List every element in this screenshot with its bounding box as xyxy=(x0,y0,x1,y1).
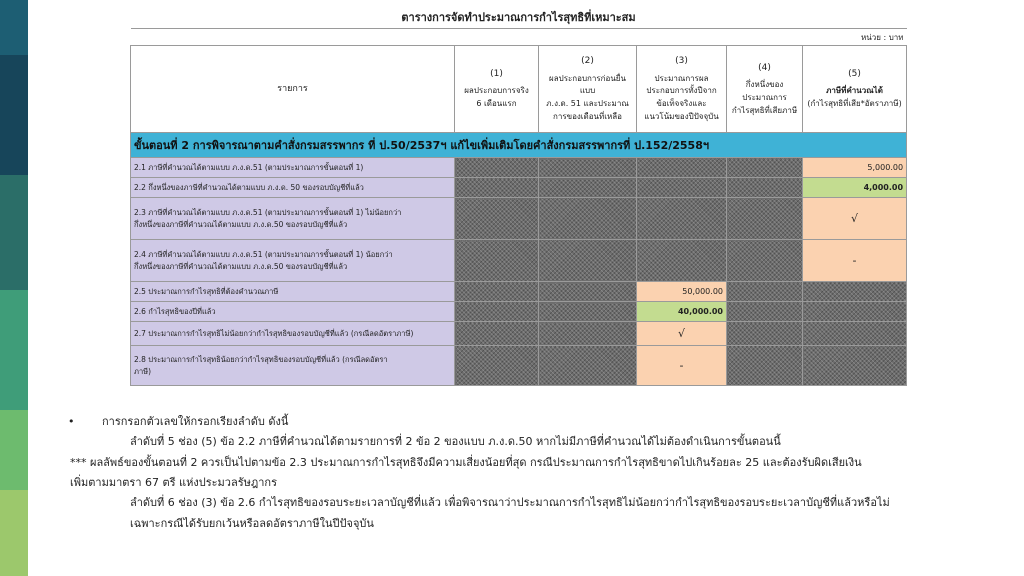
note-line: ลำดับที่ 5 ช่อง (5) ข้อ 2.2 ภาษีที่คำนวณได้ตามรายการที่ 2 ข้อ 2 ของแบบ ภ.ง.ด.50 หากไม่มีภาษีที่คำนวณได้ไม่ต้องดำเนินการขั้นตอนนี้ xyxy=(130,435,781,449)
dash-mark: - xyxy=(637,346,727,386)
header-item: รายการ xyxy=(131,46,455,133)
cell-value: 5,000.00 xyxy=(803,158,907,178)
check-mark: √ xyxy=(637,322,727,346)
row-label: 2.1 ภาษีที่คำนวณได้ตามแบบ ภ.ง.ด.51 (ตามประมาณการขั้นตอนที่ 1) xyxy=(131,158,455,178)
unit-label: หน่วย : บาท xyxy=(861,32,904,42)
sidebar-band xyxy=(0,410,28,490)
row-label: 2.3 ภาษีที่คำนวณได้ตามแบบ ภ.ง.ด.51 (ตามประมาณการขั้นตอนที่ 1) ไม่น้อยกว่า กึ่งหนึ่งของภาษีที่คำนวณได้ตามแบบ ภ.ง.ด.50 ของรอบบัญชีที่แล้ว xyxy=(131,198,455,240)
cell-value: 50,000.00 xyxy=(637,282,727,302)
cell-value: 40,000.00 xyxy=(637,302,727,322)
note-line: เฉพาะกรณีได้รับยกเว้นหรือลดอัตราภาษีในปีปัจจุบัน xyxy=(130,516,374,530)
header-col2: (2) ผลประกอบการก่อนยื่นแบบ ภ.ง.ด. 51 และประมาณ การของเดือนที่เหลือ xyxy=(539,46,637,133)
sidebar-decoration xyxy=(0,0,28,576)
header-col3: (3) ประมาณการผล ประกอบการทั้งปีจาก ข้อเท็จจริงและ แนวโน้มของปีปัจจุบัน xyxy=(637,46,727,133)
note-line: ลำดับที่ 6 ช่อง (3) ข้อ 2.6 กำไรสุทธิของรอบระยะเวลาบัญชีที่แล้ว เพื่อพิจารณาว่าประมาณการกำไรสุทธิไม่น้อยกว่ากำไรสุทธิของรอบระยะเวลาบัญชีที่แล้วหรือไม่ xyxy=(130,496,890,510)
sidebar-band xyxy=(0,490,28,576)
sidebar-band xyxy=(0,290,28,410)
note-line: *** ผลลัพธ์ของขั้นตอนที่ 2 ควรเป็นไปตามข้อ 2.3 ประมาณการกำไรสุทธิจึงมีความเสี่ยงน้อยที่สุด กรณีประมาณการกำไรสุทธิขาดไปเกินร้อยละ 25 และต้องรับผิดเสียเงิน xyxy=(70,455,862,469)
cell-value: 4,000.00 xyxy=(803,178,907,198)
check-mark: √ xyxy=(803,198,907,240)
step-heading: ขั้นตอนที่ 2 การพิจารณาตามคำสั่งกรมสรรพากร ที่ ป.50/2537ฯ แก้ไขเพิ่มเติมโดยคำสั่งกรมสรรพากรที่ ป.152/2558ฯ xyxy=(131,133,907,158)
bullet-icon: • xyxy=(68,415,75,428)
table-title: ตารางการจัดทำประมาณการกำไรสุทธิที่เหมาะสม xyxy=(131,6,907,29)
note-line: การกรอกตัวเลขให้กรอกเรียงลำดับ ดังนี้ xyxy=(102,415,289,428)
row-label: 2.8 ประมาณการกำไรสุทธิน้อยกว่ากำไรสุทธิของรอบบัญชีที่แล้ว (กรณีลดอัตรา ภาษี) xyxy=(131,346,455,386)
profit-estimate-table xyxy=(130,6,906,386)
header-col5: (5) ภาษีที่คำนวณได้ (กำไรสุทธิที่เสีย*อัตราภาษี) xyxy=(803,46,907,133)
header-col1: (1) ผลประกอบการจริง 6 เดือนแรก xyxy=(455,46,539,133)
dash-mark: - xyxy=(803,240,907,282)
row-label: 2.6 กำไรสุทธิของปีที่แล้ว xyxy=(131,302,455,322)
note-line: เพิ่มตามมาตรา 67 ตรี แห่งประมวลรัษฎากร xyxy=(70,476,277,490)
instruction-notes xyxy=(70,412,1010,534)
row-label: 2.4 ภาษีที่คำนวณได้ตามแบบ ภ.ง.ด.51 (ตามประมาณการขั้นตอนที่ 1) น้อยกว่า กึ่งหนึ่งของภาษีที่คำนวณได้ตามแบบ ภ.ง.ด.50 ของรอบบัญชีที่แล้ว xyxy=(131,240,455,282)
sidebar-band xyxy=(0,0,28,55)
row-label: 2.2 กึ่งหนึ่งของภาษีที่คำนวณได้ตามแบบ ภ.ง.ด. 50 ของรอบบัญชีที่แล้ว xyxy=(131,178,455,198)
sidebar-band xyxy=(0,175,28,290)
sidebar-band xyxy=(0,55,28,175)
row-label: 2.5 ประมาณการกำไรสุทธิที่ต้องคำนวณภาษี xyxy=(131,282,455,302)
header-col4: (4) กึ่งหนึ่งของ ประมาณการ กำไรสุทธิที่เสียภาษี xyxy=(727,46,803,133)
row-label: 2.7 ประมาณการกำไรสุทธิไม่น้อยกว่ากำไรสุทธิของรอบบัญชีที่แล้ว (กรณีลดอัตราภาษี) xyxy=(131,322,455,346)
